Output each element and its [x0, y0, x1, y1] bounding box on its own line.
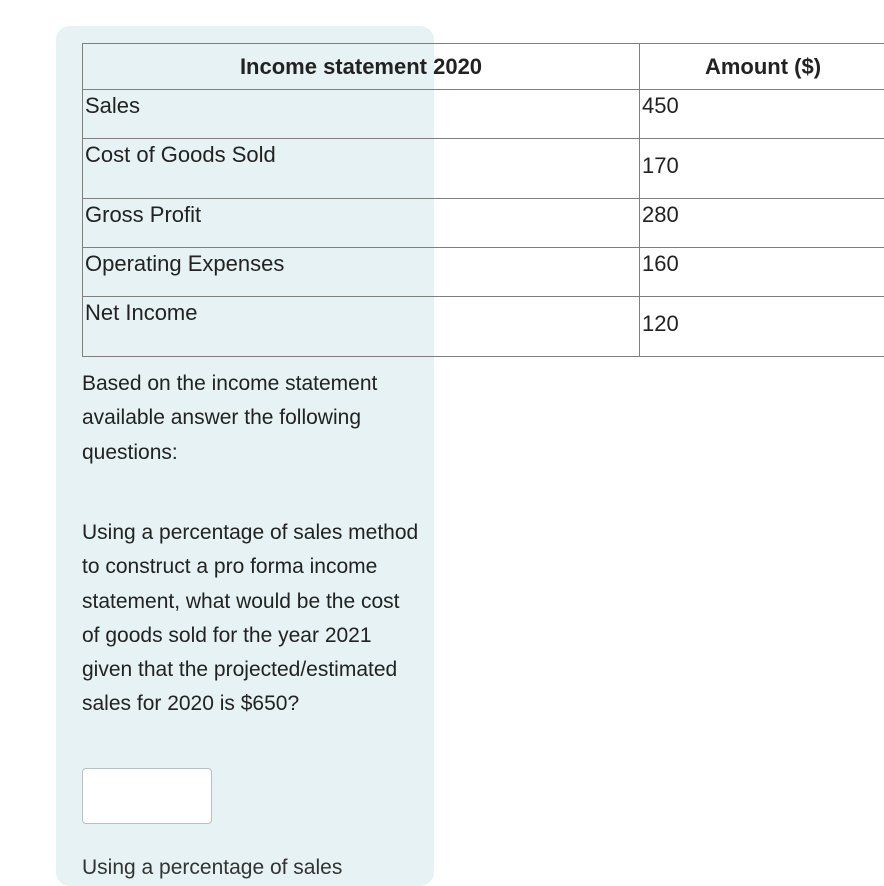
- row-amount-sales: 450: [640, 90, 884, 139]
- row-label-cogs: Cost of Goods Sold: [83, 139, 640, 199]
- next-question-preview: Using a percentage of sales: [82, 856, 342, 880]
- row-label-gross-profit: Gross Profit: [83, 199, 640, 248]
- table-header-row: [83, 44, 884, 90]
- row-amount-net-income: 120: [640, 297, 884, 357]
- row-amount-gross-profit: 280: [640, 199, 884, 248]
- question-text: Using a percentage of sales method to construct a pro forma income statement, what would be the cost of goods sold for the year 2021 given that the projected/estimated sales for 2020 is $650?: [82, 516, 422, 722]
- answer-input[interactable]: [82, 768, 212, 824]
- table-row: [83, 139, 884, 199]
- table-row: [83, 297, 884, 357]
- table-row: [83, 248, 884, 297]
- income-statement-table: [82, 43, 884, 357]
- table-row: [83, 90, 884, 139]
- row-label-operating-expenses: Operating Expenses: [83, 248, 640, 297]
- row-label-sales: Sales: [83, 90, 640, 139]
- row-amount-cogs: 170: [640, 139, 884, 199]
- row-amount-operating-expenses: 160: [640, 248, 884, 297]
- table-row: [83, 199, 884, 248]
- row-label-net-income: Net Income: [83, 297, 640, 357]
- instructions-text: Based on the income statement available answer the following questions:: [82, 367, 422, 470]
- header-amount: Amount ($): [640, 44, 884, 90]
- header-income-statement: Income statement 2020: [83, 44, 640, 90]
